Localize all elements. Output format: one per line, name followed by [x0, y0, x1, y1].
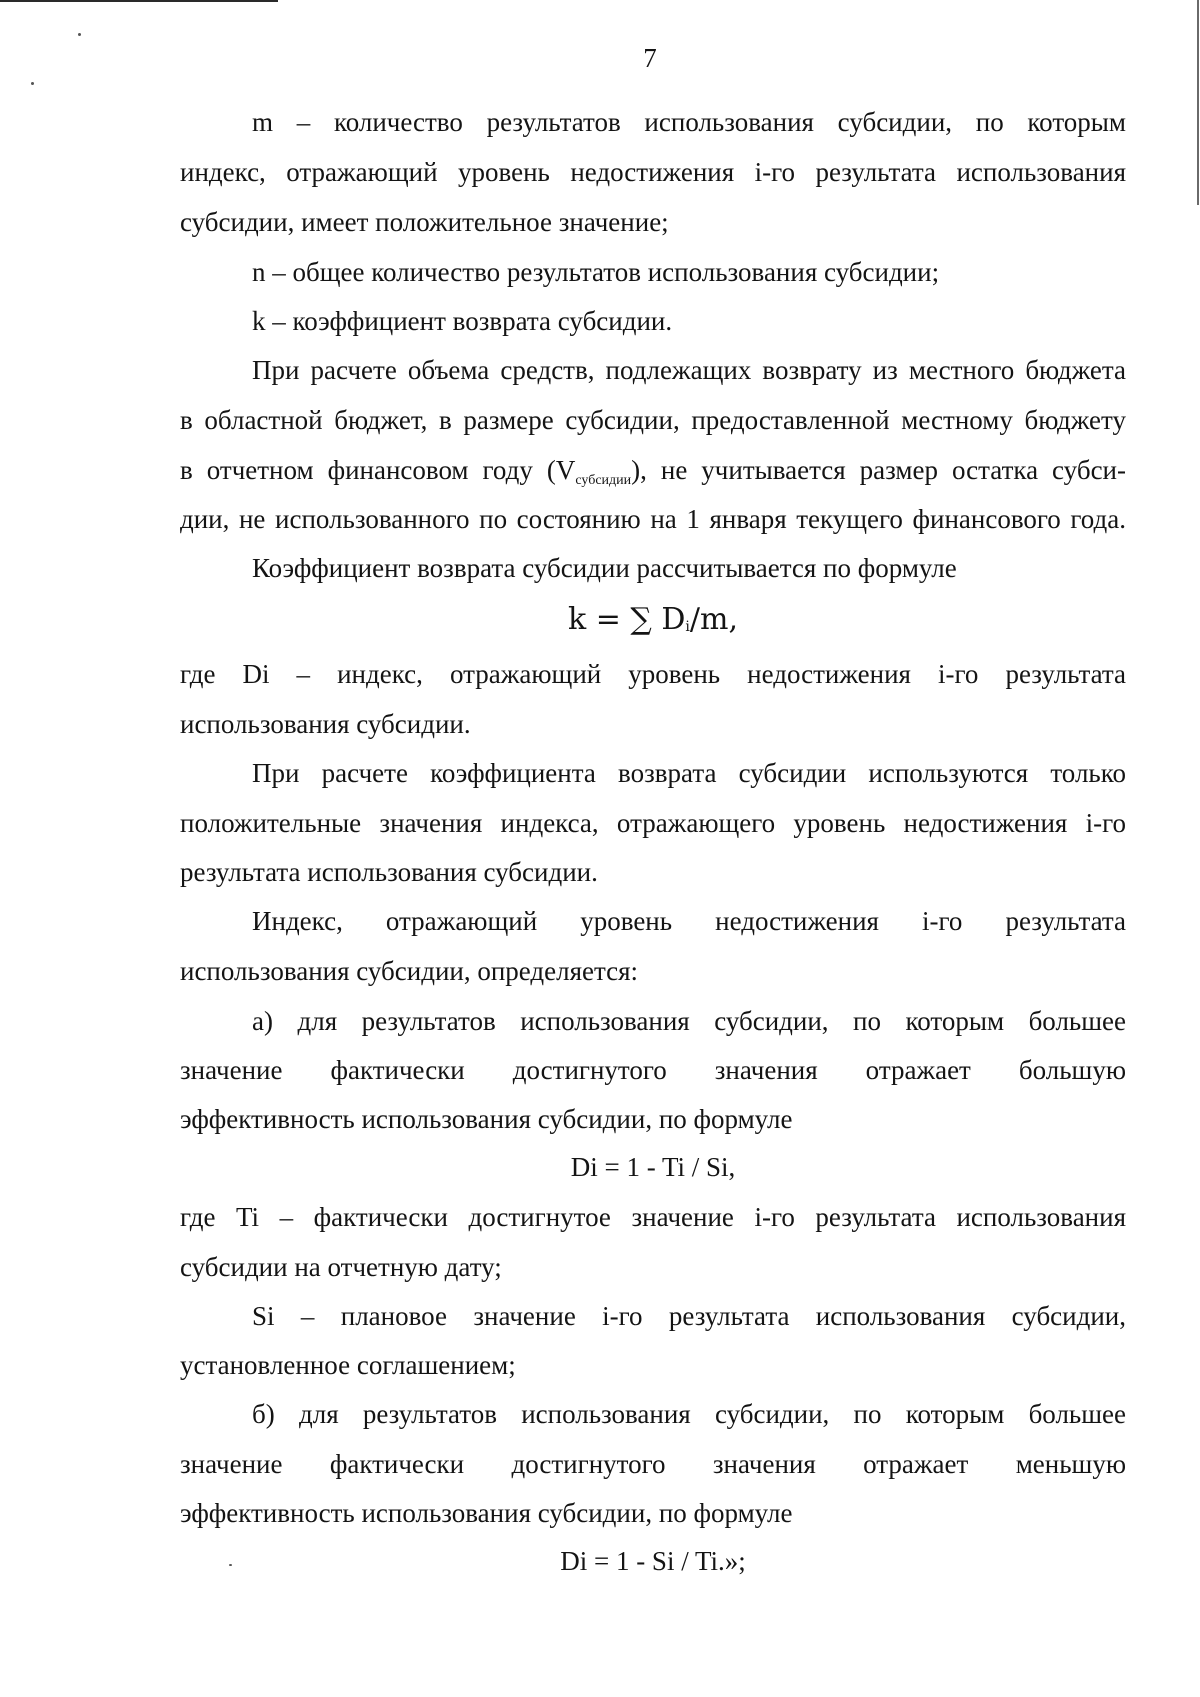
ti-definition-line-1: где Ti – фактически достигнутое значение i-го результата использования [180, 1202, 1126, 1232]
formula-k-subscript: i [685, 619, 690, 635]
si-definition-line-1: Si – плановое значение i-го результата использования субсидии, [252, 1301, 1126, 1331]
index-definition-line-2: использования субсидии, определяется: [180, 956, 639, 986]
coefficient-intro: Коэффициент возврата субсидии рассчитывается по формуле [252, 553, 957, 583]
page-number: 7 [643, 43, 657, 73]
volume-paragraph-line-4: дии, не использованного по состоянию на 1 января текущего финансового года. [180, 504, 1126, 534]
di-definition-line-1: где Di – индекс, отражающий уровень недостижения i-го результата [180, 659, 1126, 689]
formula-k-end: /m, [689, 602, 738, 637]
positive-values-line-3: результата использования субсидии. [180, 857, 598, 887]
formula-a: Di = 1 - Ti / Si, [570, 1152, 736, 1182]
si-definition-line-2: установленное соглашением; [180, 1350, 516, 1380]
ti-definition-line-2: субсидии на отчетную дату; [180, 1252, 502, 1282]
v-subscript: субсидии [575, 473, 632, 488]
n-definition: n – общее количество результатов использования субсидии; [252, 257, 940, 287]
scan-speck [31, 82, 34, 85]
case-b-line-2: значение фактически достигнутого значения отражает меньшую [180, 1449, 1126, 1479]
formula-k [180, 600, 1126, 640]
formula-b: Di = 1 - Si / Ti.»; [560, 1546, 746, 1576]
m-definition-line-2: индекс, отражающий уровень недостижения i-го результата использования [180, 157, 1126, 187]
case-b-line-1: б) для результатов использования субсидии, по которым большее [252, 1399, 1126, 1429]
positive-values-line-1: При расчете коэффициента возврата субсидии используются только [252, 758, 1126, 788]
top-border-line [0, 0, 278, 2]
volume-paragraph-line-1: При расчете объема средств, подлежащих возврату из местного бюджета [252, 355, 1126, 385]
case-b-line-3: эффективность использования субсидии, по формуле [180, 1498, 793, 1528]
volume-paragraph-line-3 [180, 453, 1126, 487]
volume-line-3-start: в отчетном финансовом году (V [180, 455, 576, 485]
scan-speck [78, 33, 81, 36]
di-definition-line-2: использования субсидии. [180, 709, 471, 739]
index-definition-line-1: Индекс, отражающий уровень недостижения i-го результата [252, 906, 1126, 936]
m-definition-line-1: m – количество результатов использования субсидии, по которым [252, 107, 1126, 137]
right-scan-edge [1197, 0, 1199, 205]
case-a-line-2: значение фактически достигнутого значения отражает большую [180, 1055, 1126, 1085]
k-definition: k – коэффициент возврата субсидии. [252, 306, 673, 336]
volume-paragraph-line-2: в областной бюджет, в размере субсидии, предоставленной местному бюджету [180, 405, 1126, 435]
volume-line-3-end: ), не учитывается размер остатка субси- [631, 455, 1126, 485]
case-a-line-1: а) для результатов использования субсидии, по которым большее [252, 1006, 1126, 1036]
formula-k-start: k = ∑ D [568, 602, 686, 637]
case-a-line-3: эффективность использования субсидии, по формуле [180, 1104, 793, 1134]
positive-values-line-2: положительные значения индекса, отражающего уровень недостижения i-го [180, 808, 1126, 838]
m-definition-line-3: субсидии, имеет положительное значение; [180, 207, 669, 237]
